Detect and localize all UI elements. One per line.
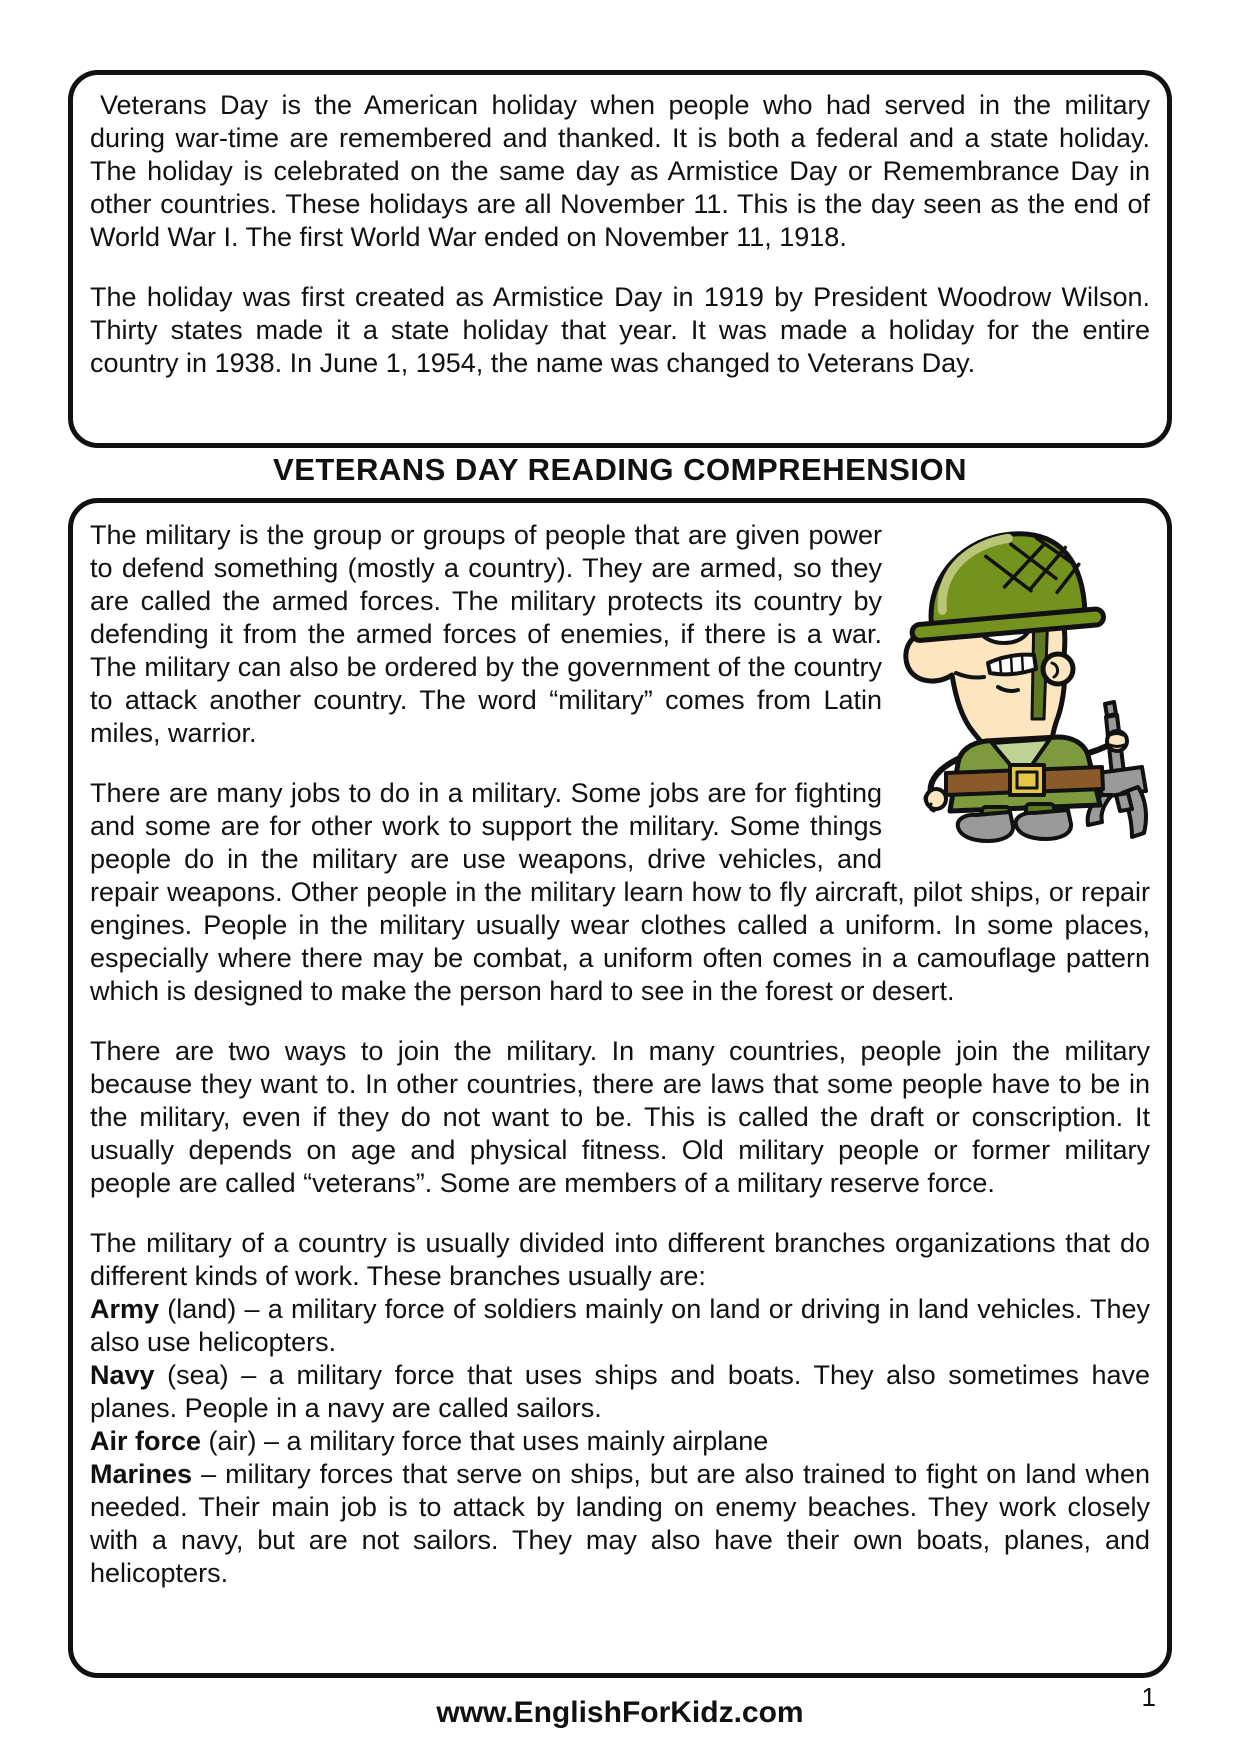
reading-paragraph-3: There are two ways to join the military. In many countries, people join the military because they want to. In other countries, there are laws that some people have to be in the military, even if they do not want to be. This is called the draft or conscription. It usually depends on age and physical fitness. Old military people or former military people are called “veterans”. Some are members of a military reserve force. — [90, 1036, 1150, 1198]
reading-box — [68, 498, 1172, 1678]
branch-marines-term: Marines — [90, 1459, 193, 1489]
helmet-icon — [904, 527, 1104, 641]
branch-air-force — [90, 1425, 1150, 1458]
branch-navy-term: Navy — [90, 1360, 155, 1390]
branches-intro: The military of a country is usually divided into different branches organizations that do different kinds of work. These branches usually are: — [90, 1228, 1150, 1291]
branch-air-force-text: (air) – a military force that uses mainly airplane — [201, 1426, 769, 1456]
branch-marines-text: – military forces that serve on ships, but are also trained to fight on land when needed. Their main job is to attack by landing on enemy beaches. They work closely with a navy, but are not sailors. They may also have their own boats, planes, and helicopters. — [90, 1459, 1150, 1588]
branch-army-term: Army — [90, 1294, 160, 1324]
branch-marines — [90, 1458, 1150, 1590]
cartoon-soldier-icon — [900, 527, 1150, 847]
reading-paragraph-2: There are many jobs to do in a military. Some jobs are for fighting and some are for other work to support the military. Some things people do in the military are use weapons, drive vehicles, and repair weapons. Other people in the military learn how to fly aircraft, pilot ships, or repair engines. People in the military usually wear clothes called a uniform. In some places, especially where there may be combat, a uniform often comes in a camouflage pattern which is designed to make the person hard to see in the forest or desert. — [90, 778, 1150, 1006]
branch-air-force-term: Air force — [90, 1426, 202, 1456]
soldier-illustration — [896, 521, 1150, 855]
website-url: www.EnglishForKidz.com — [436, 1696, 804, 1729]
page-title: VETERANS DAY READING COMPREHENSION — [273, 452, 967, 487]
branch-army-text: (land) – a military force of soldiers mainly on land or driving in land vehicles. They also use helicopters. — [90, 1294, 1150, 1357]
branch-navy — [90, 1359, 1150, 1425]
intro-paragraph-1: Veterans Day is the American holiday when people who had served in the military during war-time are remembered and thanked. It is both a federal and a state holiday. The holiday is celebrated on the same day as Armistice Day or Remembrance Day in other countries. These holidays are all November 11. This is the day seen as the end of World War I. The first World War ended on November 11, 1918. — [90, 90, 1150, 252]
page-number: 1 — [1141, 1682, 1156, 1712]
intro-paragraph-2: The holiday was first created as Armistice Day in 1919 by President Woodrow Wilson. Thirty states made it a state holiday that year. It was made a holiday for the entire country in 1938. In June 1, 1954, the name was changed to Veterans Day. — [90, 282, 1150, 378]
intro-box — [68, 70, 1172, 448]
reading-paragraph-1: The military is the group or groups of people that are given power to defend something (mostly a country). They are armed, so they are called the armed forces. The military protects its country by defending it from the armed forces of enemies, if there is a war. The military can also be ordered by the government of the country to attack another country. The word “military” comes from Latin miles, warrior. — [90, 520, 882, 748]
branch-army — [90, 1293, 1150, 1359]
branch-navy-text: (sea) – a military force that uses ships and boats. They also sometimes have planes. People in a navy are called sailors. — [90, 1360, 1150, 1423]
